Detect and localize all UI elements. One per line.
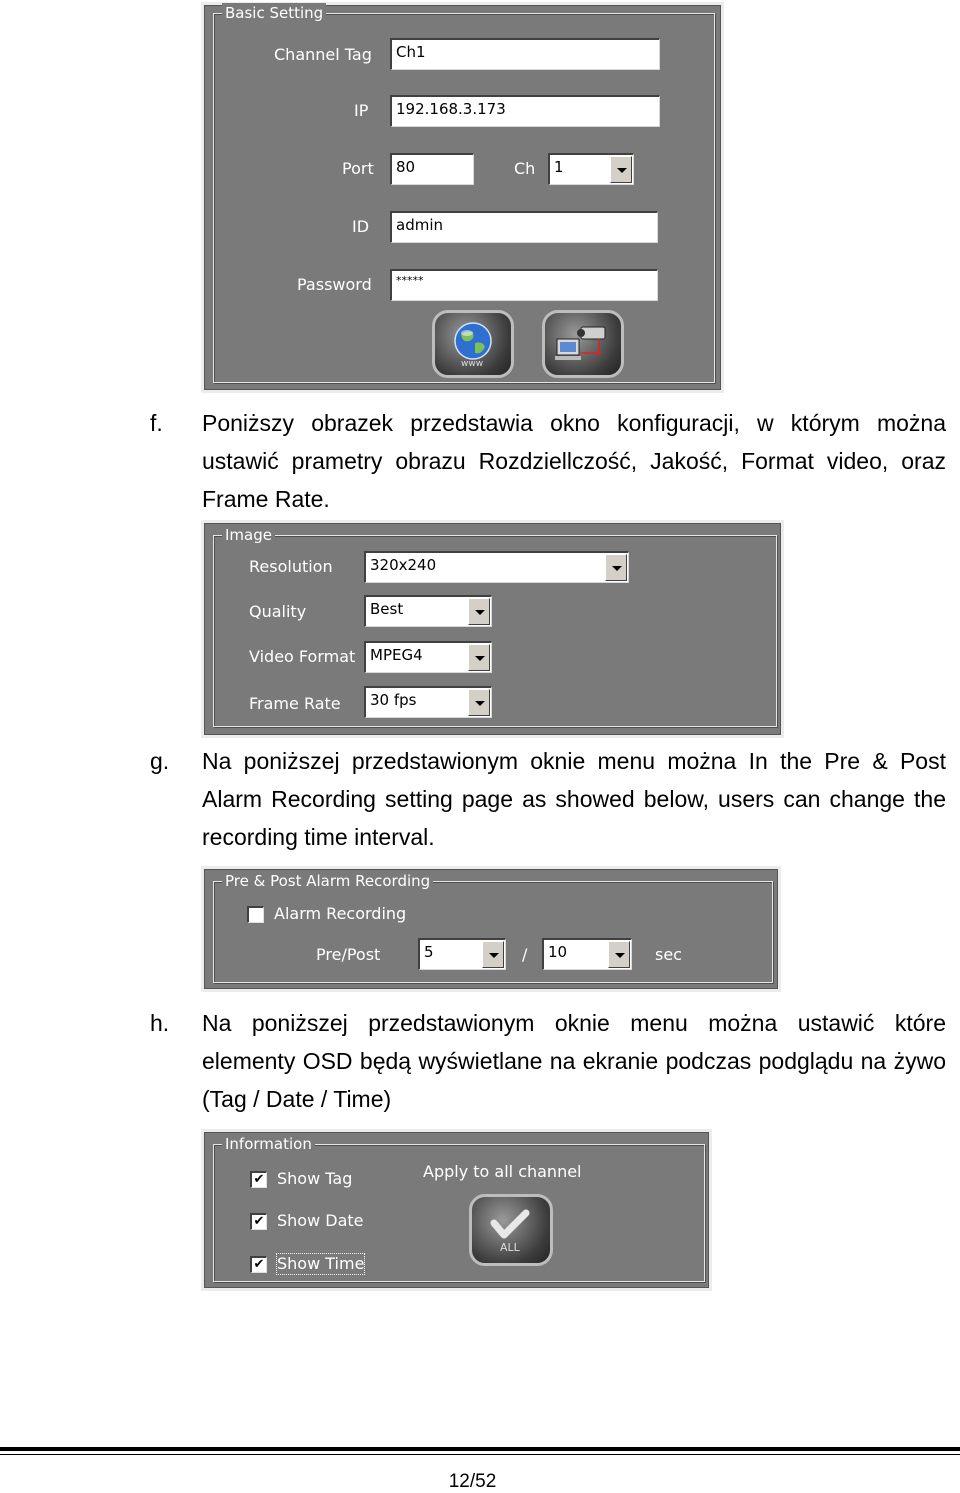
- alarm-recording-label: Alarm Recording: [274, 904, 407, 923]
- frame-rate-dropdown-arrow-icon[interactable]: [468, 689, 490, 716]
- alarm-recording-panel: [201, 866, 781, 992]
- paragraph-g: Na poniższej przedstawionym oknie menu można In the Pre & Post Alarm Recording setting page as showed below, users can change the recording time interval.: [202, 748, 946, 850]
- show-time-label: Show Time: [277, 1254, 365, 1273]
- image-title: Image: [222, 525, 275, 545]
- alarm-recording-title: Pre & Post Alarm Recording: [222, 871, 433, 891]
- basic-setting-panel: [201, 2, 724, 393]
- www-label: www: [461, 359, 484, 369]
- quality-label: Quality: [249, 602, 307, 621]
- pre-dropdown-arrow-icon[interactable]: [482, 941, 504, 968]
- apply-all-button[interactable]: [469, 1194, 553, 1266]
- paragraph-f: Poniższy obrazek przedstawia okno konfiguracji, w którym można ustawić prametry obrazu Rozdziellczość, Jakość, Format video, oraz Frame Rate.: [202, 410, 946, 512]
- pre-value: 5: [424, 943, 434, 961]
- page-number: 12/52: [448, 1471, 497, 1492]
- ip-label: IP: [354, 101, 369, 120]
- seconds-unit-label: sec: [655, 945, 682, 964]
- footer-rule-thin: [0, 1454, 960, 1455]
- video-format-value: MPEG4: [370, 646, 423, 664]
- image-settings-panel: [201, 520, 784, 738]
- post-dropdown-arrow-icon[interactable]: [608, 941, 630, 968]
- show-tag-label: Show Tag: [277, 1169, 353, 1188]
- web-view-button[interactable]: [432, 310, 514, 378]
- footer-rule-thick: [0, 1447, 960, 1451]
- pre-post-separator: /: [522, 945, 528, 964]
- frame-rate-value: 30 fps: [370, 691, 417, 709]
- id-input[interactable]: admin: [390, 211, 658, 243]
- apply-all-label: Apply to all channel: [423, 1162, 582, 1181]
- alarm-recording-checkbox[interactable]: [247, 906, 264, 923]
- all-button-label: ALL: [500, 1241, 520, 1254]
- quality-select[interactable]: [364, 595, 492, 627]
- list-marker-h: h.: [150, 1010, 170, 1036]
- ch-select-value: 1: [554, 158, 564, 176]
- basic-setting-title: Basic Setting: [222, 3, 326, 23]
- password-label: Password: [297, 275, 372, 294]
- show-tag-checkbox[interactable]: ✔: [250, 1171, 267, 1188]
- frame-rate-select[interactable]: [364, 686, 492, 718]
- information-panel: [201, 1129, 712, 1291]
- resolution-select[interactable]: [364, 551, 629, 583]
- resolution-value: 320x240: [370, 556, 437, 574]
- camera-connect-button[interactable]: [542, 310, 624, 378]
- ch-select[interactable]: [548, 153, 634, 185]
- resolution-label: Resolution: [249, 557, 333, 576]
- resolution-dropdown-arrow-icon[interactable]: [605, 554, 627, 581]
- video-format-label: Video Format: [249, 647, 356, 666]
- quality-value: Best: [370, 600, 404, 618]
- list-marker-f: f.: [150, 410, 163, 436]
- port-input[interactable]: 80: [390, 153, 474, 185]
- camera-network-icon: [545, 313, 621, 375]
- channel-tag-label: Channel Tag: [274, 45, 372, 64]
- show-time-checkbox[interactable]: ✔: [250, 1256, 267, 1273]
- information-title: Information: [222, 1134, 315, 1154]
- show-date-checkbox[interactable]: ✔: [250, 1213, 267, 1230]
- video-format-dropdown-arrow-icon[interactable]: [468, 644, 490, 671]
- ch-label: Ch: [514, 159, 536, 178]
- ip-input[interactable]: 192.168.3.173: [390, 95, 660, 127]
- ch-dropdown-arrow-icon[interactable]: [610, 156, 632, 183]
- post-value: 10: [548, 943, 568, 961]
- channel-tag-input[interactable]: Ch1: [390, 38, 660, 70]
- post-select[interactable]: [542, 938, 632, 970]
- port-label: Port: [342, 159, 374, 178]
- quality-dropdown-arrow-icon[interactable]: [468, 598, 490, 625]
- frame-rate-label: Frame Rate: [249, 694, 341, 713]
- password-input[interactable]: *****: [390, 269, 658, 301]
- id-label: ID: [352, 217, 370, 236]
- paragraph-h: Na poniższej przedstawionym oknie menu można ustawić które elementy OSD będą wyświetlane na ekranie podczas podglądu na żywo (Tag / Date / Time): [202, 1010, 946, 1112]
- show-date-label: Show Date: [277, 1211, 364, 1230]
- pre-post-label: Pre/Post: [316, 945, 381, 964]
- list-marker-g: g.: [150, 748, 170, 774]
- pre-select[interactable]: [418, 938, 506, 970]
- video-format-select[interactable]: [364, 641, 492, 673]
